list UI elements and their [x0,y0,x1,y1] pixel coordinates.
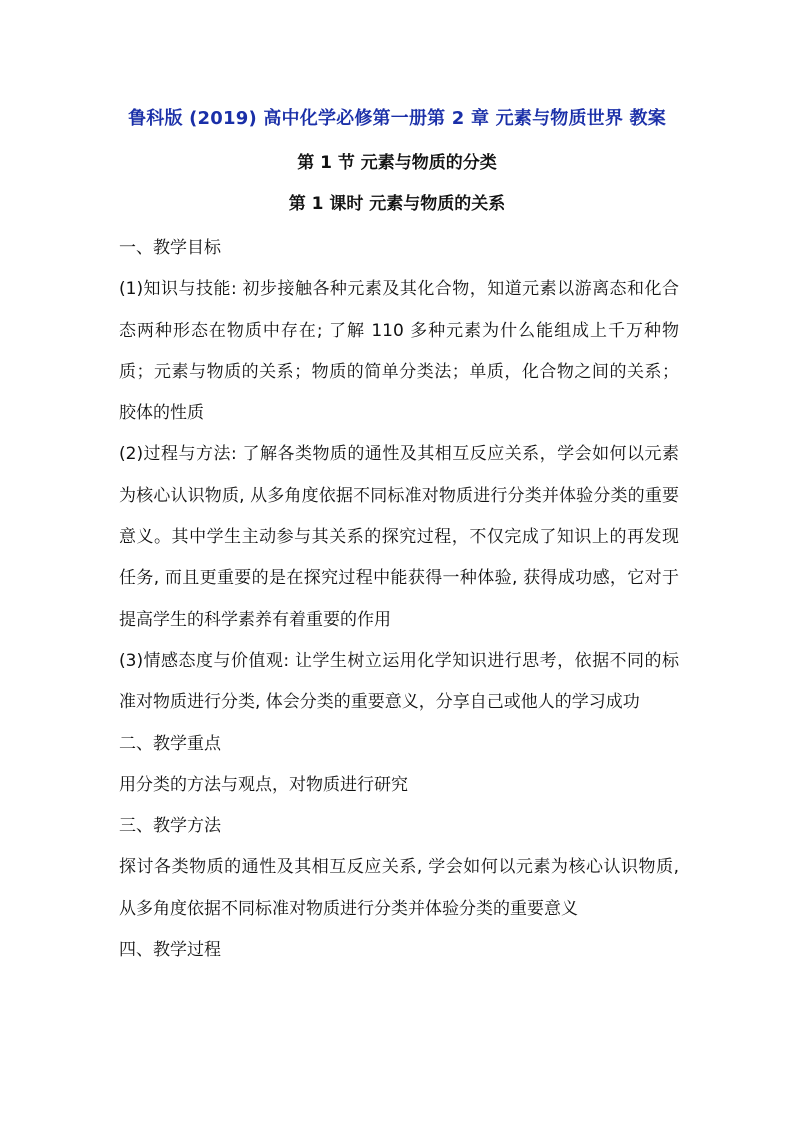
objective-process-methods: (2)过程与方法: 了解各类物质的通性及其相互反应关系，学会如何以元素为核心认识物质, 从多角度依据不同标准对物质进行分类并体验分类的重要意义。其中学生主动参与其关系的探究过程，不仅完成了知识上的再发现任务, 而且更重要的是在探究过程中能获得一种体验, 获得成功感，它对于提高学生的科学素养有着重要的作用 [119,444,679,630]
lesson-title: 第 1 课时 元素与物质的关系 [288,194,506,214]
objective-knowledge-skills: (1)知识与技能: 初步接触各种元素及其化合物，知道元素以游离态和化合态两种形态在物质中存在; 了解 110 多种元素为什么能组成上千万种物质；元素与物质的关系；物质的简单分类法；单质，化合物之间的关系；胶体的性质 [119,279,679,424]
teaching-method-text: 探讨各类物质的通性及其相互反应关系, 学会如何以元素为核心认识物质, 从多角度依据不同标准对物质进行分类并体验分类的重要意义 [119,857,679,919]
teaching-focus-text: 用分类的方法与观点，对物质进行研究 [119,774,408,795]
heading-teaching-method: 三、教学方法 [119,816,221,837]
heading-teaching-process: 四、教学过程 [119,940,221,961]
heading-teaching-objectives: 一、教学目标 [119,238,221,258]
section-title: 第 1 节 元素与物质的分类 [297,153,497,173]
document-title: 鲁科版 (2019) 高中化学必修第一册第 2 章 元素与物质世界 教案 [128,108,666,129]
objective-emotion-values: (3)情感态度与价值观: 让学生树立运用化学知识进行思考，依据不同的标准对物质进行分类, 体会分类的重要意义，分享自己或他人的学习成功 [119,650,679,713]
heading-teaching-focus: 二、教学重点 [119,733,221,754]
document-body [119,228,679,971]
